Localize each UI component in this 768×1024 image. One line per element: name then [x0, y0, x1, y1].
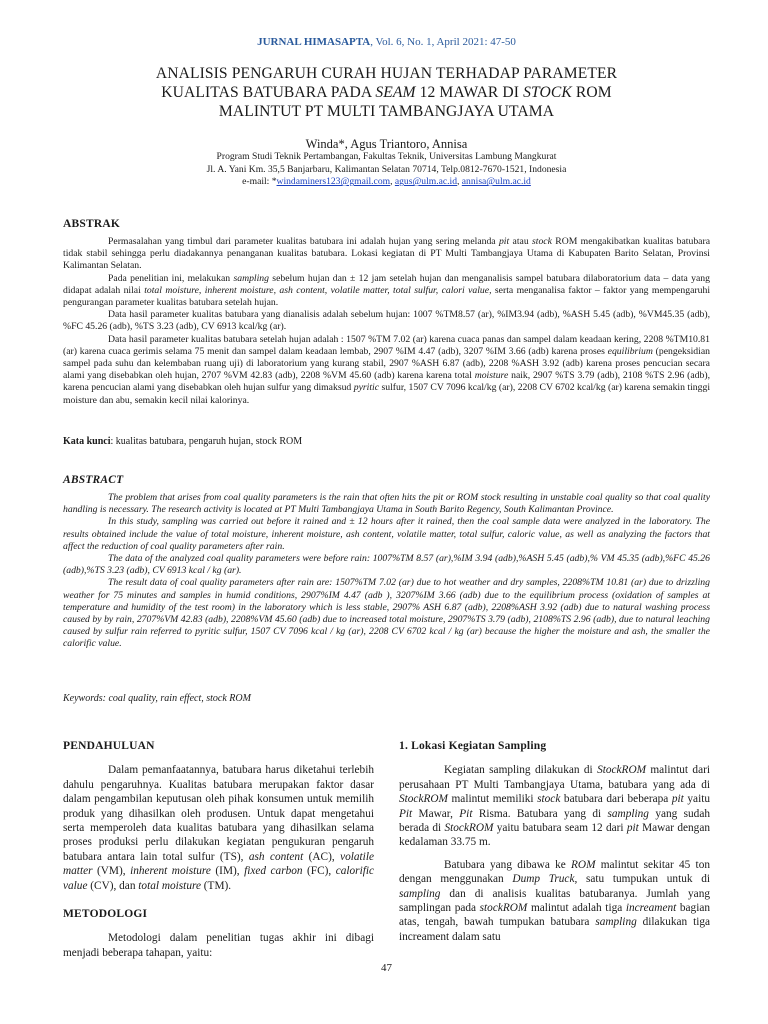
lokasi-paragraph: Batubara yang dibawa ke ROM malintut sekitar 45 ton dengan menggunakan Dump Truck, satu tumpukan untuk di sampling dan di analisis kualitas batubaranya. Jumlah yang samplingan pada stockROM malintut adalah tiga increament bagian atas, tengah, bawah tumpukan batubara sampling dilakukan tiga increament dalam satu	[399, 858, 711, 943]
paper-title	[63, 64, 710, 121]
abstract-paragraph: The data of the analyzed coal quality parameters were before rain: 1007%TM 8.57 (ar),%IM 3.94 (adb),%ASH 5.45 (adb),% VM 45.35 (adb),%FC 45.26 (adb),%TS 3.23 (adb), CV 6913 kcal / kg (ar).	[63, 553, 710, 577]
abstrak-paragraph: Pada penelitian ini, melakukan sampling sebelum hujan dan ± 12 jam setelah hujan dan menganalisis sampel batubara dilaboratorium data – data yang didapat adalah nilai total moisture, inherent moisture, ash content, volatile matter, total sulfur, calori value, serta menganalisa faktor – faktor yang mempengaruhi pengurangan parameter kualitas batubara setelah hujan.	[63, 272, 711, 309]
abstract-body	[63, 492, 710, 651]
affiliation-line-1: Program Studi Teknik Pertambangan, Fakultas Teknik, Universitas Lambung Mangkurat	[216, 151, 557, 162]
kata-kunci: Kata kunci: kualitas batubara, pengaruh hujan, stock ROM	[63, 436, 303, 447]
abstrak-paragraph: Permasalahan yang timbul dari parameter kualitas batubara ini adalah hujan yang sering melanda pit atau stock ROM mengakibatkan kualitas batubara tidak stabil sehingga perlu diadakannya penanganan kualitas batubara. Lokasi kegiatan di PT Multi Tambangjaya Utama di Kabupaten Barito Selatan, Provinsi Kalimantan Selatan.	[63, 236, 710, 272]
abstract-paragraph: The problem that arises from coal quality parameters is the rain that often hits the pit or ROM stock resulting in unstable coal quality so that coal quality handling is necessary. The research activity is located at PT Multi Tambangjaya Utama in South Barito Regency, South Kalimantan Province.	[63, 492, 710, 516]
email-link-2[interactable]: agus@ulm.ac.id	[394, 176, 457, 188]
page-number: 47	[381, 962, 392, 974]
title-line-3: MALINTUT PT MULTI TAMBANGJAYA UTAMA	[218, 103, 555, 120]
abstrak-body	[63, 236, 710, 407]
email-line: e-mail: *windaminers123@gmail.com, agus@ulm.ac.id, annisa@ulm.ac.id	[242, 176, 531, 188]
journal-name: JURNAL HIMASAPTA	[257, 36, 371, 48]
abstrak-paragraph: Data hasil parameter kualitas batubara yang dianalisis adalah sebelum hujan: 1007 %TM8.57 (ar), %IM3.94 (adb), %ASH 5.45 (adb), %VM45.35 (adb), %FC 45.26 (adb), %TS 3.23 (adb), CV 6913 kcal/kg (ar).	[63, 309, 710, 333]
lokasi-paragraph: Kegiatan sampling dilakukan di StockROM malintut dari perusahaan PT Multi Tambangjaya Utama, batubara yang ada di StockROM malintut memiliki stock batubara dari beberapa pit yaitu Pit Mawar, Pit Risma. Batubara yang di sampling yang sudah berada di StockROM yaitu batubara seam 12 dari pit Mawar dengan kedalaman 33.75 m.	[399, 764, 710, 849]
affiliation-line-2: Jl. A. Yani Km. 35,5 Banjarbaru, Kalimantan Selatan 70714, Telp.0812-7670-1521, Indonesia	[206, 163, 567, 175]
affiliation	[63, 151, 710, 189]
left-column	[63, 739, 374, 960]
abstract-paragraph: The result data of coal quality parameters after rain are: 1507%TM 7.02 (ar) due to hot weather and dry samples, 2208%TM 10.81 (ar) due to drizzling weather for 75 minutes and samples in humid conditions, 2907%IM 4.47 (adb ), 3207%IM 3.66 (adb) due to the equilibrium process (oxidation of samples at temperature and humidity of the test room) in the laboratory which is less stable, 2907% ASH 6.87 (adb), 2208%ASH 3.92 (adb) due to natural washing process caused by by rain, 2707%VM 42.83 (adb), 2208%VM 45.60 (adb) due to increased total moisture, 2907%TS 3.79 (adb), 2108%TS 2.96 (adb), due to natural leaching caused by sulfur rain referred to pyritic sulfur, 1507 CV 7096 kcal / kg (ar), 2208 CV 6702 kcal / kg (ar) because the higher the moisture and ash, the smaller the calorific value.	[63, 577, 710, 650]
journal-header	[63, 36, 710, 48]
author-list: Winda*, Agus Triantoro, Annisa	[305, 137, 468, 151]
title-line-1: ANALISIS PENGARUH CURAH HUJAN TERHADAP PARAMETER	[155, 65, 618, 82]
pendahuluan-heading: PENDAHULUAN	[63, 740, 155, 752]
keywords: Keywords: coal quality, rain effect, stock ROM	[63, 693, 251, 704]
pendahuluan-paragraph: Dalam pemanfaatannya, batubara harus diketahui terlebih dahulu pengaruhnya. Kualitas batubara merupakan faktor dasar dalam pengambilan keputusan oleh pihak konsumen untuk memilih produk yang dihasilkan oleh produsen. Untuk dapat mengetahui serta memperoleh data kualitas batubara yang dihasilkan selama proses produksi perlu dilakukan kegiatan pengukuran pengaruh batubara antara lain total sulfur (TS), ash content (AC), volatile matter (VM), inherent moisture (IM), fixed carbon (FC), calorific value (CV), dan total moisture (TM).	[63, 764, 374, 892]
lokasi-heading: 1. Lokasi Kegiatan Sampling	[399, 740, 547, 752]
abstract-paragraph: In this study, sampling was carried out before it rained and ± 12 hours after it rained, then the coal sample data were analyzed in the laboratory. The results obtained include the value of total moisture, inherent moisture, ash content, volatile matter, total sulfur, caloric value, as well as analyzing the factors that affect the reduction of coal quality parameters after rain.	[63, 516, 710, 552]
email-link-3[interactable]: annisa@ulm.ac.id	[461, 176, 531, 188]
abstrak-heading: ABSTRAK	[63, 218, 120, 230]
title-line-2: KUALITAS BATUBARA PADA SEAM 12 MAWAR DI STOCK ROM	[161, 84, 612, 101]
right-column	[399, 739, 710, 944]
journal-issue: , Vol. 6, No. 1, April 2021: 47-50	[370, 36, 516, 48]
email-link-1[interactable]: windaminers123@gmail.com	[276, 176, 391, 188]
abstrak-paragraph: Data hasil parameter kualitas batubara setelah hujan adalah : 1507 %TM 7.02 (ar) karena cuaca panas dan sampel dalam keadaan kering, 2208 %TM10.81 (ar) karena cuaca gerimis selama 75 menit dan sampel dalam keadaan lembab, 2907 %IM 4.47 (adb), 3207 %IM 3.66 (adb) karena proses equilibrium (pengeksidian sampel pada suhu dan kelembaban ruang uji) di laboratorium yang kurang stabil, 2907 %ASH 6.87 (adb), 2208 %ASH 3.92 (adb) karena proses pencucian secara alami yang disebabkan oleh hujan, 2707 %VM 42.83 (adb), 2208 %VM 45.60 (adb) karena karena total moisture naik, 2907 %TS 3.79 (adb), 2108 %TS 2.96 (adb), karena pencucian alami yang disebabkan oleh hujan sulfur yang dimaksud pyritic sulfur, 1507 CV 7096 kcal/kg (ar), 2208 CV 6702 kcal/kg (ar) karena semakin tinggi moisture dan abu, semakin kecil nilai kalorinya.	[63, 333, 711, 406]
abstract-heading: ABSTRACT	[63, 474, 124, 486]
metodologi-paragraph: Metodologi dalam penelitian tugas akhir ini dibagi menjadi beberapa tahapan, yaitu:	[63, 932, 374, 959]
metodologi-heading: METODOLOGI	[63, 908, 148, 921]
paper-page	[63, 0, 710, 1024]
